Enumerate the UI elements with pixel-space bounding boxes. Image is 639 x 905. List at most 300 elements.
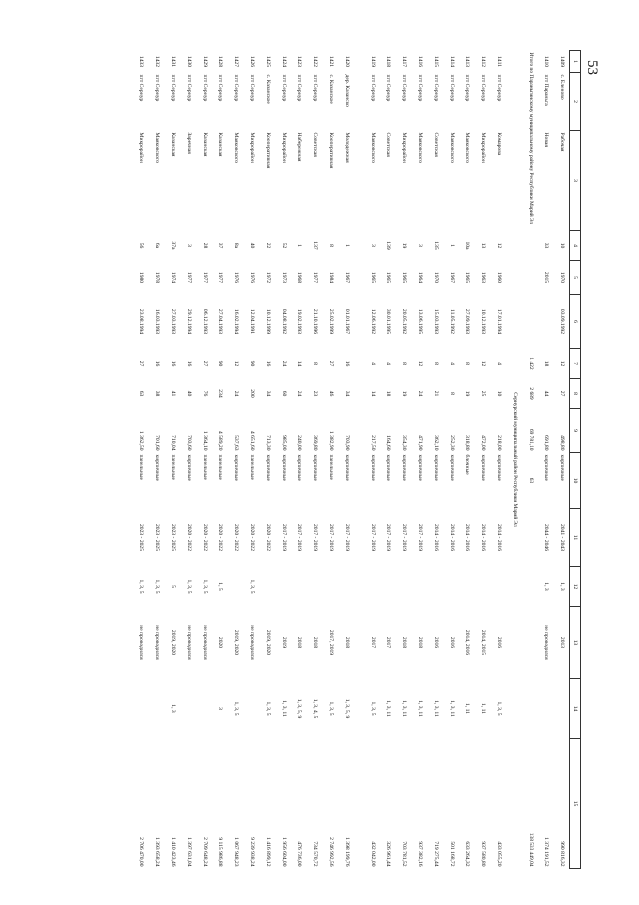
cell-col-6: 27.04.1993: [217, 308, 224, 335]
cell-col-7: 8: [432, 362, 439, 365]
cell-col-4: 22: [264, 242, 271, 249]
cell-col-4: 3: [416, 244, 423, 247]
cell-col-15: 633 264,32: [464, 841, 471, 867]
cell-col-7: 27: [327, 360, 334, 367]
cell-col-15: 1 067 948,23: [233, 837, 240, 867]
cell-col-14: 1, 3, 11: [280, 700, 287, 717]
cell-col-11: 2020 - 2022: [185, 523, 192, 552]
cell-col-12: 1, 3, 5: [185, 579, 192, 594]
cell-col-14: [196, 679, 212, 739]
cell-col-4: 37: [217, 242, 224, 249]
cell-col-6: 16.02.1994: [233, 308, 240, 335]
table-row: [380, 51, 396, 869]
cell-col-14: 1, 3, 4, 5: [312, 698, 319, 719]
cell-col-13: 2018: [343, 636, 350, 649]
cell-col-7: 14: [296, 360, 303, 367]
cell-col-2: пгт Сернур: [201, 74, 208, 102]
cell-col-14: 1, 3, 5: [495, 701, 502, 716]
cell-col-9: 691,80: [543, 435, 550, 451]
cell-col-9: 1 362,50: [138, 430, 145, 451]
cell-col-6: 03.09.1992: [558, 308, 565, 335]
cell-col-11: 2023 - 2025: [154, 523, 161, 552]
cell-col-1: 1431: [169, 55, 176, 68]
cell-col-3: Микрорайон: [480, 132, 487, 163]
cell-col-6: [538, 295, 554, 349]
cell-col-15: 937 580,80: [480, 841, 487, 867]
cell-col-7: 27: [201, 360, 208, 367]
cell-col-6: 20.05.1992: [401, 308, 408, 335]
cell-col-6: 30.01.1995: [385, 308, 392, 335]
cell-col-10: кирпичные: [543, 454, 550, 482]
cell-col-12: [228, 567, 244, 607]
column-header-4: 4: [570, 231, 581, 261]
cell-col-12: [380, 567, 396, 607]
cell-col-5: 1980: [138, 271, 145, 284]
cell-col-6: 21.10.1996: [312, 308, 319, 335]
cell-col-1: 1433: [138, 55, 145, 68]
spacer-row: [354, 51, 364, 869]
section-heading-row: [506, 51, 522, 869]
cell-col-10: панельные: [248, 454, 255, 481]
cell-col-1: 1423: [296, 55, 303, 68]
cell-col-6: 11.05.1992: [448, 309, 455, 334]
cell-col-3: Рабочая: [558, 132, 565, 152]
cell-col-10: кирпичные: [280, 454, 287, 482]
cell-col-11: 2014 - 2016: [432, 523, 439, 552]
cell-col-9: 710,04: [169, 435, 176, 451]
cell-col-3: Казанская: [217, 132, 224, 157]
cell-col-3: Советская: [385, 132, 392, 157]
cell-col-10: кирпичные: [401, 454, 408, 482]
table-row: [133, 51, 149, 869]
cell-col-14: [180, 679, 196, 739]
cell-col-8: 24: [416, 390, 423, 397]
cell-col-3: Советская: [312, 132, 319, 157]
cell-col-8: 25: [480, 390, 487, 397]
cell-col-5: 1970: [558, 271, 565, 284]
cell-col-3: Микрорайон: [280, 132, 287, 163]
table-row: [149, 51, 165, 869]
cell-col-10: кирпичные: [432, 454, 439, 482]
cell-col-3: Молодежная: [343, 132, 350, 163]
cell-col-9: 4 651,60: [248, 430, 255, 451]
column-header-8: 8: [570, 379, 581, 409]
cell-col-9: 218,00: [495, 435, 502, 451]
cell-col-6: 25.02.1999: [327, 308, 334, 335]
cell-col-8: 10: [495, 390, 502, 397]
cell-col-9: 217,50: [369, 435, 376, 451]
cell-col-5: 1977: [312, 271, 319, 284]
cell-col-9: 1 364,10: [201, 430, 208, 451]
cell-col-14: 1, 3, 11: [401, 700, 408, 717]
cell-col-8: 8: [448, 392, 455, 395]
cell-col-7: 16: [264, 360, 271, 367]
cell-col-14: 1, 3, 5, 9: [343, 698, 350, 719]
total-blank: [522, 509, 538, 739]
cell-col-10: панельные: [201, 454, 208, 481]
cell-col-6: 29.12.1994: [185, 308, 192, 335]
cell-col-15: 326 961,44: [385, 841, 392, 867]
cell-col-2: пгт Сернур: [185, 74, 192, 102]
cell-col-10: кирпичные: [416, 454, 423, 482]
cell-col-3: Микрорайон: [248, 132, 255, 163]
cell-col-4: 10: [558, 242, 565, 249]
cell-col-8: 19: [401, 390, 408, 397]
cell-col-5: 1963: [480, 271, 487, 284]
cell-col-12: [338, 567, 354, 607]
cell-col-3: Микрорайон: [401, 132, 408, 163]
table-row: [364, 51, 380, 869]
cell-col-9: 471,90: [416, 435, 423, 451]
cell-col-4: 139: [385, 241, 392, 250]
cell-col-8: 234: [217, 389, 224, 398]
cell-col-6: 06.12.1993: [201, 308, 208, 335]
cell-col-1: 1413: [464, 55, 471, 68]
cell-col-2: пгт Параньга: [543, 74, 550, 106]
cell-col-1: 1415: [432, 55, 439, 68]
cell-col-15: 432 042,00: [369, 841, 376, 867]
column-number-header: [570, 51, 581, 869]
cell-col-3: Казанская: [169, 132, 176, 157]
cell-col-1: 1410: [543, 55, 550, 68]
cell-col-2: пгт Сернур: [495, 74, 502, 102]
cell-col-1: 1419: [369, 55, 376, 68]
cell-col-14: 1, 3, 5: [369, 701, 376, 716]
cell-col-14: 1, 3, 5: [264, 701, 271, 716]
cell-col-4: 3: [369, 244, 376, 247]
cell-col-13: 2014, 2015: [480, 629, 487, 656]
cell-col-14: [133, 679, 149, 739]
cell-col-7: 12: [416, 360, 423, 367]
cell-col-7: 27: [138, 360, 145, 367]
cell-col-1: 1426: [248, 55, 255, 68]
cell-col-14: 1, 11: [464, 703, 471, 714]
column-header-7: 7: [570, 349, 581, 379]
cell-col-8: 76: [201, 390, 208, 397]
cell-col-1: 1420: [343, 55, 350, 68]
cell-col-13: 2018: [416, 636, 423, 649]
cell-col-1: 1427: [233, 55, 240, 68]
cell-col-3: Маяковского: [154, 132, 161, 164]
cell-col-1: 1418: [385, 55, 392, 68]
cell-col-9: 240,00: [296, 435, 303, 451]
cell-col-5: 1965: [385, 271, 392, 284]
housing-table-sheet: [115, 50, 581, 868]
column-header-3: 3: [570, 131, 581, 231]
cell-col-14: 3: [217, 707, 224, 710]
cell-col-9: 164,60: [385, 435, 392, 451]
cell-col-14: [554, 679, 570, 739]
cell-col-13: 2017: [369, 636, 376, 649]
cell-col-13: 2018: [312, 636, 319, 649]
cell-col-8: 19: [464, 390, 471, 397]
cell-col-2: с. Казанское: [264, 74, 271, 104]
cell-col-5: 1965: [464, 271, 471, 284]
cell-col-2: пгт Сернур: [248, 74, 255, 102]
table-body: [133, 51, 570, 869]
cell-col-9: 1 382,90: [327, 430, 334, 451]
cell-col-6: 27.09.1993: [464, 308, 471, 335]
cell-col-13: 2020: [217, 636, 224, 649]
cell-col-2: пгт Сернур: [416, 74, 423, 102]
cell-col-11: 2017 - 2019: [369, 523, 376, 552]
cell-col-9: 362,10: [432, 435, 439, 451]
cell-col-1: 1430: [185, 55, 192, 68]
column-header-9: 9: [570, 409, 581, 453]
cell-col-11: 2017 - 2019: [327, 523, 334, 552]
cell-col-2: с. Еленово: [558, 74, 565, 100]
cell-col-5: 1960: [495, 271, 502, 284]
cell-col-6: 04.08.1992: [280, 308, 287, 335]
cell-col-6: 12.06.1992: [369, 308, 376, 335]
cell-col-3: Комарова: [495, 132, 502, 156]
cell-col-5: 1976: [233, 271, 240, 284]
cell-col-4: 8: [327, 244, 334, 247]
cell-col-8: 38: [154, 390, 161, 397]
cell-col-13: 2016: [495, 636, 502, 649]
cell-col-2: пгт Сернур: [280, 74, 287, 102]
cell-col-7: 8: [464, 362, 471, 365]
cell-col-15: 501 168,72: [448, 841, 455, 867]
cell-col-1: 1416: [416, 55, 423, 68]
table-row: [338, 51, 354, 869]
cell-col-10: кирпичные: [233, 454, 240, 482]
cell-col-11: 2020 - 2022: [264, 523, 271, 552]
table-row: [475, 51, 491, 869]
cell-col-7: 90: [248, 360, 255, 367]
cell-col-11: 2017 - 2019: [416, 523, 423, 552]
cell-col-4: 1: [343, 244, 350, 247]
cell-col-15: 1 393 658,24: [154, 837, 161, 867]
cell-col-5: 1974: [169, 271, 176, 284]
cell-col-5: 1977: [201, 271, 208, 284]
total-col-9: 69 781,10: [527, 428, 534, 451]
cell-col-13: 2019, 2020: [169, 629, 176, 656]
cell-col-5: 1964: [416, 271, 423, 284]
cell-col-2: пгт Сернур: [385, 74, 392, 102]
table-row: [259, 51, 275, 869]
cell-col-13: 2019: [280, 636, 287, 649]
cell-col-2: пгт Сернур: [432, 74, 439, 102]
cell-col-12: [427, 567, 443, 607]
cell-col-6: 17.01.1994: [495, 308, 502, 335]
cell-col-11: 2014 - 2016: [464, 523, 471, 552]
cell-col-7: 16: [154, 360, 161, 367]
cell-col-10: кирпичные: [296, 454, 303, 482]
cell-col-15: 476 736,00: [296, 841, 303, 867]
cell-col-9: 985,00: [280, 435, 287, 451]
cell-col-4: 8а: [233, 242, 240, 249]
cell-col-4: 28: [201, 242, 208, 249]
cell-col-11: 2020 - 2022: [201, 523, 208, 552]
cell-col-13: 2018: [296, 636, 303, 649]
cell-col-5: 1973: [280, 271, 287, 284]
total-col-7: 1 422: [527, 357, 534, 370]
cell-col-10: кирпичные: [448, 454, 455, 482]
cell-col-3: Набережная: [296, 132, 303, 162]
cell-col-11: 2017 - 2019: [385, 523, 392, 552]
cell-col-8: 24: [296, 390, 303, 397]
table-row: [165, 51, 181, 869]
cell-col-3: Казанская: [201, 132, 208, 157]
cell-col-12: 1, 3, 5: [138, 579, 145, 594]
cell-col-11: 2014 - 2016: [495, 523, 502, 552]
cell-col-15: 2 706 470,00: [138, 837, 145, 867]
cell-col-13: 2016: [432, 636, 439, 649]
cell-col-5: 1967: [448, 271, 455, 284]
cell-col-5: 1977: [185, 271, 192, 284]
cell-col-12: [396, 567, 412, 607]
column-header-6: 6: [570, 295, 581, 349]
cell-col-6: 23.08.1994: [138, 308, 145, 335]
cell-col-14: 1, 3: [169, 704, 176, 713]
cell-col-7: 4: [385, 362, 392, 365]
cell-col-7: 16: [169, 360, 176, 367]
cell-col-14: [244, 679, 260, 739]
column-header-2: 2: [570, 73, 581, 131]
cell-col-14: 1, 3, 11: [416, 700, 423, 717]
cell-col-15: 1 398 199,76: [343, 837, 350, 867]
table-row: [196, 51, 212, 869]
cell-col-5: 2015: [543, 271, 550, 284]
cell-col-1: 1432: [154, 55, 161, 68]
cell-col-3: Заречная: [185, 132, 192, 154]
cell-col-10: кирпичные: [369, 454, 376, 482]
cell-col-7: 12: [480, 360, 487, 367]
cell-col-15: 1 374 191,52: [543, 837, 550, 867]
cell-col-13: 2013: [558, 636, 565, 649]
cell-col-4: 37а: [169, 241, 176, 250]
cell-col-7: 4: [369, 362, 376, 365]
cell-col-5: 1977: [217, 271, 224, 284]
cell-col-10: панельные: [327, 454, 334, 481]
cell-col-7: 16: [185, 360, 192, 367]
column-header-10: 10: [570, 453, 581, 509]
cell-col-1: 1422: [312, 55, 319, 68]
cell-col-15: 1 410 423,46: [169, 837, 176, 867]
table-row: [291, 51, 307, 869]
cell-col-10: кирпичные: [185, 454, 192, 482]
cell-col-15: 2 709 648,24: [201, 837, 208, 867]
cell-col-13: 2019, 2020: [233, 629, 240, 656]
cell-col-12: 1, 3, 5: [248, 579, 255, 594]
cell-col-8: 18: [385, 390, 392, 397]
cell-col-9: 703,60: [185, 435, 192, 451]
cell-col-4: 1: [296, 244, 303, 247]
cell-col-9: 369,80: [312, 435, 319, 451]
cell-col-2: пгт Сернур: [154, 74, 161, 102]
cell-col-13: не проводился: [154, 625, 161, 660]
cell-col-10: блочные: [464, 454, 471, 475]
cell-col-6: 27.03.1993: [169, 308, 176, 335]
cell-col-13: не проводился: [185, 625, 192, 660]
cell-col-9: 472,00: [480, 435, 487, 451]
cell-col-5: 1965: [369, 271, 376, 284]
cell-col-4: 40: [248, 242, 255, 249]
cell-col-4: 33: [543, 242, 550, 249]
table-row: [491, 51, 507, 869]
cell-col-14: 1, 3, 11: [385, 700, 392, 717]
cell-col-12: [275, 567, 291, 607]
cell-col-12: 1, 3: [543, 582, 550, 591]
cell-col-15: 1 397 631,04: [185, 837, 192, 867]
cell-col-3: Маяковского: [369, 132, 376, 164]
cell-col-8: 34: [343, 390, 350, 397]
cell-col-2: пгт Сернур: [401, 74, 408, 102]
cell-col-1: 1414: [448, 55, 455, 68]
cell-col-10: кирпичные: [312, 454, 319, 482]
cell-col-13: 2019, 2020: [264, 629, 271, 656]
cell-col-9: 701,60: [154, 435, 161, 451]
table-row: [459, 51, 475, 869]
cell-col-12: 1, 3, 5: [154, 579, 161, 594]
cell-col-9: 252,30: [448, 435, 455, 451]
page-number: 53: [584, 60, 600, 75]
cell-col-6: 19.02.1993: [296, 308, 303, 335]
cell-col-15: 719 275,44: [432, 841, 439, 867]
cell-col-3: Маяковского: [416, 132, 423, 164]
cell-col-2: пгт Сернур: [296, 74, 303, 102]
cell-col-10: панельные: [217, 454, 224, 481]
cell-col-11: 2017 - 2019: [401, 523, 408, 552]
cell-col-12: [307, 567, 323, 607]
cell-col-2: дер. Казанско: [343, 74, 350, 107]
cell-col-13: 2014, 2016: [464, 629, 471, 656]
cell-col-10: кирпичные: [495, 454, 502, 482]
cell-col-3: Кооперативная: [264, 132, 271, 169]
cell-col-12: [323, 567, 339, 607]
cell-col-8: 27: [558, 390, 565, 397]
table-row: [244, 51, 260, 869]
cell-col-12: [259, 567, 275, 607]
cell-col-6: 16.03.1993: [154, 308, 161, 335]
cell-col-2: пгт Сернур: [138, 74, 145, 102]
cell-col-11: 2020 - 2022: [233, 523, 240, 552]
cell-col-8: 21: [432, 390, 439, 397]
cell-col-4: 12: [495, 242, 502, 249]
cell-col-8: 34: [264, 390, 271, 397]
column-header-1: 1: [570, 51, 581, 73]
cell-col-1: 1421: [327, 55, 334, 68]
cell-col-14: 1, 3, 11: [448, 700, 455, 717]
column-header-5: 5: [570, 261, 581, 295]
cell-col-13: не проводился: [543, 625, 550, 660]
cell-col-4: 137: [312, 241, 319, 250]
cell-col-2: пгт Сернур: [233, 74, 240, 102]
cell-col-8: 200: [248, 389, 255, 398]
table-row: [180, 51, 196, 869]
cell-col-11: 2023 - 2025: [169, 523, 176, 552]
column-header-12: 12: [570, 567, 581, 607]
cell-col-8: 40: [185, 390, 192, 397]
cell-col-7: 8: [401, 362, 408, 365]
cell-col-14: [149, 679, 165, 739]
district-total-row: [522, 51, 538, 869]
cell-col-12: [412, 567, 428, 607]
cell-col-15: 734 570,72: [312, 841, 319, 867]
cell-col-9: 318,80: [464, 435, 471, 451]
capital-repair-table: [133, 50, 581, 869]
cell-col-3: Советская: [432, 132, 439, 157]
cell-col-8: 41: [169, 390, 176, 397]
cell-col-4: 52: [280, 242, 287, 249]
cell-col-4: 10а: [464, 241, 471, 250]
cell-col-8: 44: [543, 390, 550, 397]
cell-col-9: 4 589,20: [217, 430, 224, 451]
cell-col-6: 12.04.1991: [248, 308, 255, 335]
cell-col-11: 2020 - 2022: [217, 523, 224, 552]
cell-col-8: 60: [280, 390, 287, 397]
